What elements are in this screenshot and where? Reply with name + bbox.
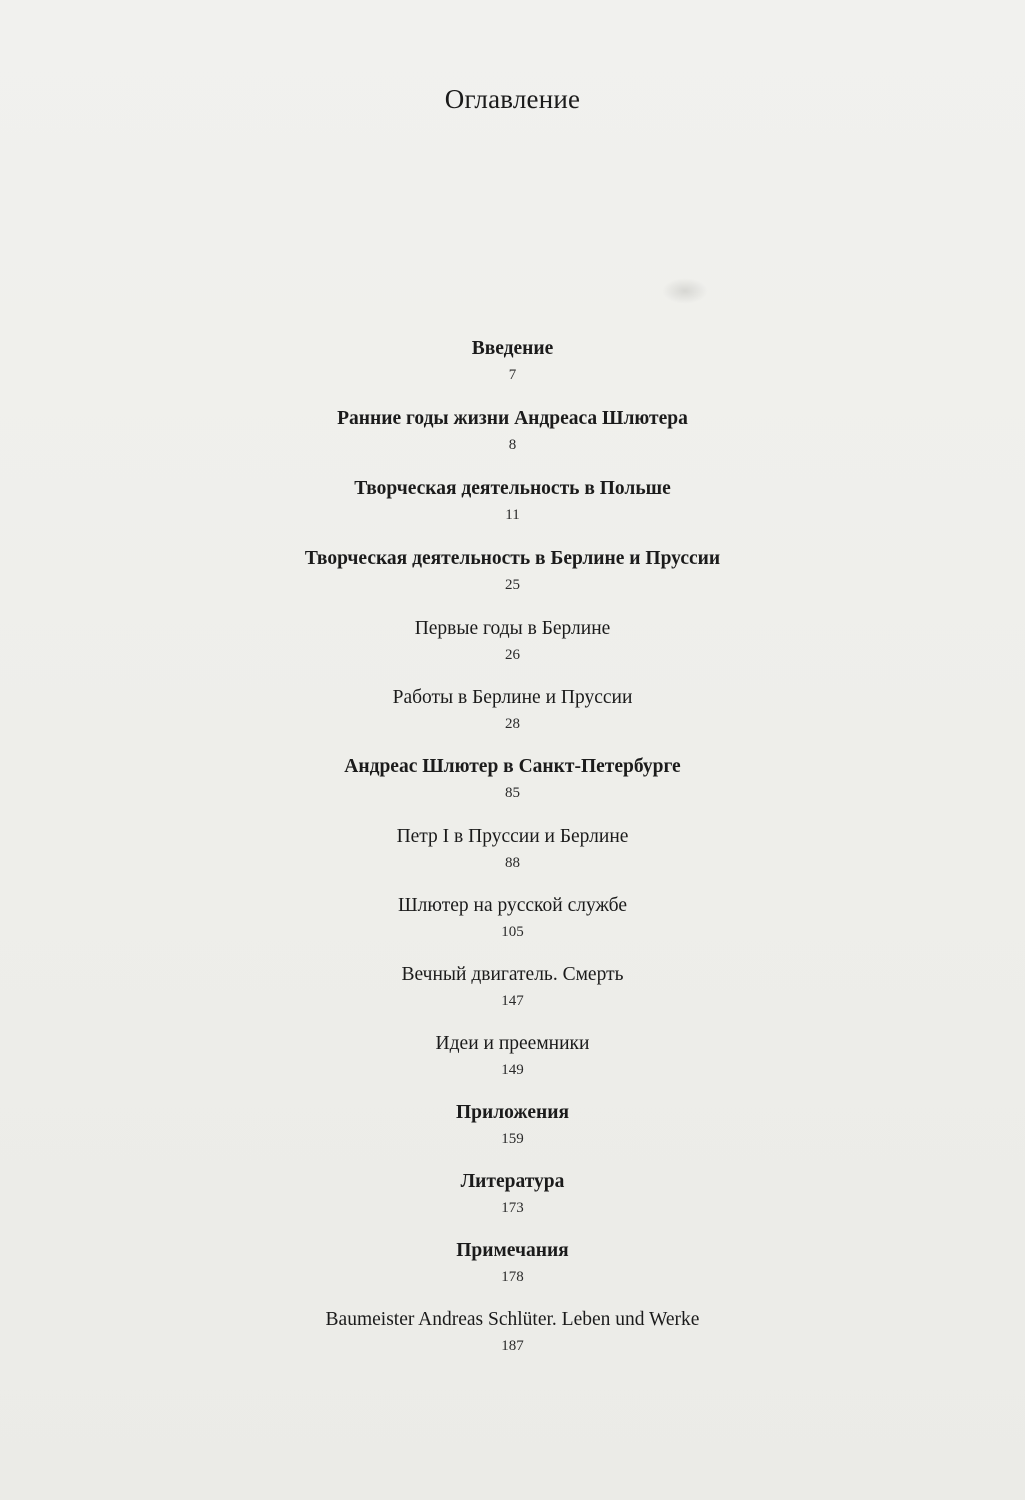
toc-entry-title: Baumeister Andreas Schlüter. Leben und Werke [325,1309,700,1330]
toc-entry-title: Шлютер на русской службе [398,895,627,916]
toc-entry-title: Введение [471,338,554,359]
toc-entry-first-years-berlin [0,615,1025,684]
toc-entry-poland [0,475,1025,545]
toc-entry-title: Вечный двигатель. Смерть [401,964,624,985]
toc-entry-page: 187 [501,1338,524,1354]
toc-entry-title: Андреас Шлютер в Санкт-Петербурге [344,756,681,777]
toc-entry-russian-service [0,892,1025,961]
toc-entry-literature [0,1168,1025,1237]
toc-entry-page: 147 [501,993,524,1009]
toc-entry-page: 8 [508,437,517,453]
toc-entry-page: 149 [501,1062,524,1078]
toc-entry-berlin-prussia [0,545,1025,615]
toc-entry-notes [0,1237,1025,1306]
toc-entry-appendices [0,1099,1025,1168]
toc-entry-page: 11 [505,507,520,523]
toc-entry-german-summary [0,1306,1025,1375]
toc-entry-page: 105 [501,924,524,940]
toc-entry-page: 173 [501,1200,524,1216]
toc-entry-page: 25 [505,577,520,593]
toc-entry-page: 88 [505,855,520,871]
toc-entry-page: 26 [505,647,520,663]
toc-entry-title: Работы в Берлине и Пруссии [392,687,633,708]
toc-entry-st-petersburg [0,753,1025,823]
toc-entry-title: Первые годы в Берлине [414,618,611,639]
toc-entry-early-years [0,405,1025,475]
toc-entry-title: Петр I в Пруссии и Берлине [396,826,629,847]
toc-entry-title: Литература [460,1171,565,1192]
toc-entry-ideas-successors [0,1030,1025,1099]
toc-entry-title: Идеи и преемники [435,1033,590,1054]
toc-entry-perpetual-motion [0,961,1025,1030]
page-title: Оглавление [444,84,581,114]
table-of-contents [0,335,1025,1375]
toc-entry-page: 28 [505,716,520,732]
toc-entry-works-berlin [0,684,1025,753]
toc-entry-title: Примечания [456,1240,569,1261]
toc-entry-introduction [0,335,1025,405]
toc-entry-page: 85 [505,785,520,801]
toc-entry-page: 178 [501,1269,524,1285]
toc-entry-page: 7 [508,367,517,383]
toc-entry-title: Приложения [455,1102,569,1123]
paper-smudge [662,278,708,304]
toc-entry-title: Ранние годы жизни Андреаса Шлютера [337,408,688,429]
toc-entry-title: Творческая деятельность в Берлине и Пруссии [304,548,721,569]
toc-entry-page: 159 [501,1131,524,1147]
toc-entry-peter-prussia [0,823,1025,892]
toc-entry-title: Творческая деятельность в Польше [354,478,671,499]
